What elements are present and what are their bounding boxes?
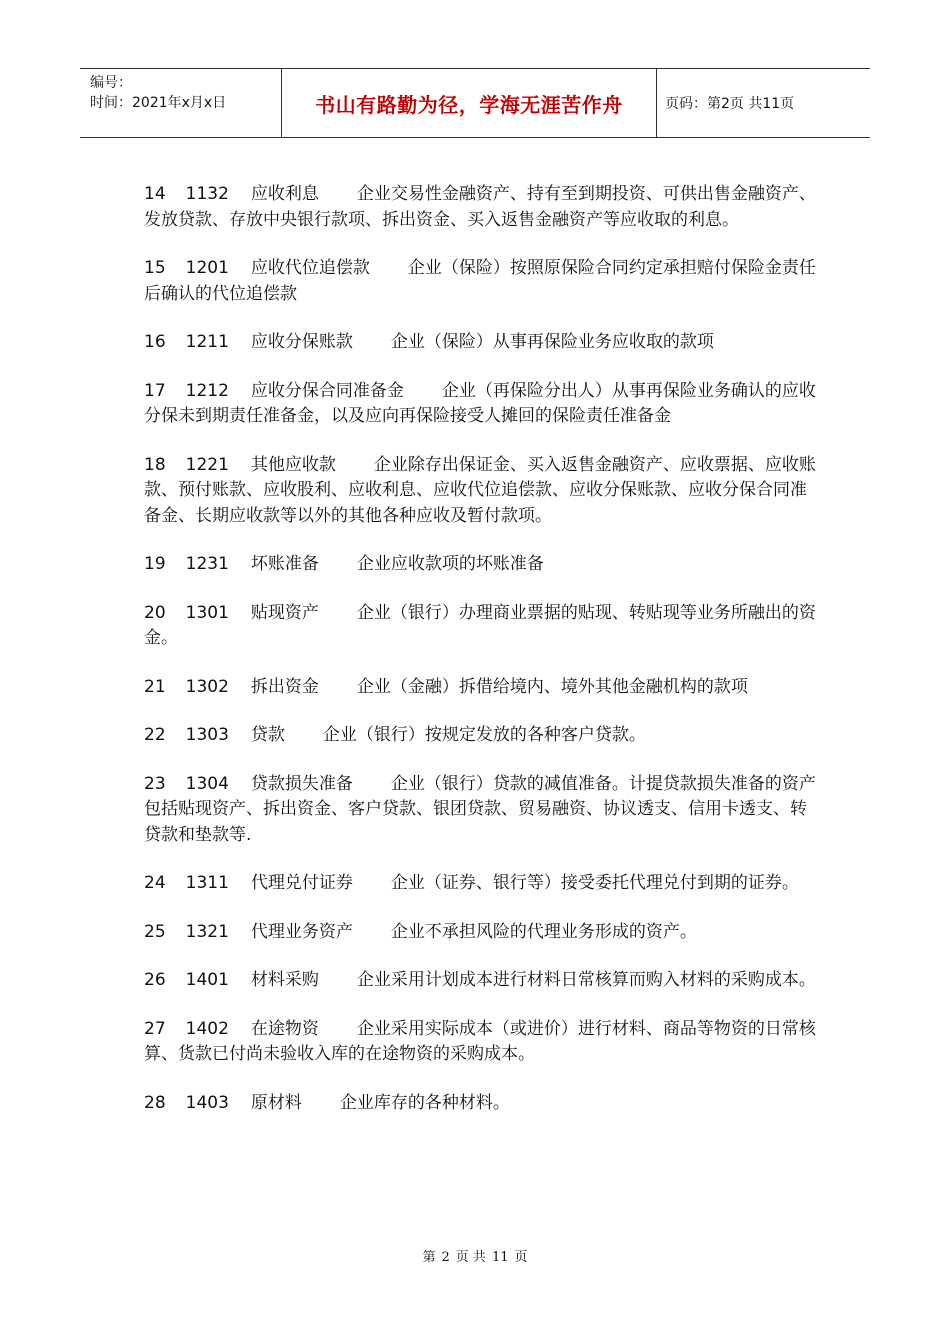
account-name: 代理兑付证券 — [250, 873, 353, 893]
account-name: 其他应收款 — [250, 454, 336, 475]
account-entry — [144, 379, 818, 430]
account-name: 应收分保合同准备金 — [250, 380, 404, 401]
account-entry — [144, 871, 818, 897]
account-description: 企业（保险）从事再保险业务应收取的款项 — [390, 332, 714, 352]
account-code: 1231 — [185, 554, 229, 574]
account-code: 1321 — [185, 921, 229, 942]
account-description: 企业除存出保证金、买入返售金融资产、应收票据、应收账款、预付账款、应收股利、应收利息、应收代位追偿款、应收分保账款、应收分保合同准备金、长期应收款等以外的其他各种应收及暂付款项。 — [144, 454, 816, 526]
account-name: 应收代位追偿款 — [250, 258, 370, 278]
account-entry — [144, 772, 818, 849]
entry-number: 19 — [144, 554, 166, 574]
header-motto-cell — [282, 69, 657, 137]
entry-number: 25 — [144, 921, 166, 942]
date-label: 时间：2021年x月x日 — [90, 95, 227, 111]
account-code: 1401 — [185, 970, 229, 990]
account-entry — [144, 453, 818, 530]
account-code: 1201 — [185, 258, 229, 278]
account-code: 1402 — [185, 1018, 229, 1039]
serial-label: 编号： — [90, 75, 132, 91]
account-code: 1221 — [185, 454, 229, 475]
entry-number: 28 — [144, 1092, 166, 1113]
account-description: 企业（保险）按照原保险合同约定承担赔付保险金责任后确认的代位追偿款 — [144, 258, 816, 304]
entry-number: 21 — [144, 676, 166, 697]
entry-number: 17 — [144, 380, 166, 401]
account-name: 拆出资金 — [250, 676, 319, 697]
entry-number: 22 — [144, 725, 166, 745]
account-code: 1301 — [185, 602, 229, 623]
footer-page-total: 11 — [491, 1250, 509, 1265]
page-footer — [0, 1246, 950, 1265]
account-entry — [144, 968, 818, 994]
account-name: 代理业务资产 — [250, 921, 353, 942]
account-description: 企业交易性金融资产、持有至到期投资、可供出售金融资产、发放贷款、存放中央银行款项、拆出资金、买入返售金融资产等应收取的利息。 — [144, 184, 816, 230]
account-entry — [144, 601, 818, 652]
account-description: 企业应收款项的坏账准备 — [356, 554, 544, 574]
footer-mid: 页 共 — [455, 1250, 486, 1265]
entry-number: 20 — [144, 602, 166, 623]
account-name: 在途物资 — [250, 1018, 319, 1039]
account-description: 企业（金融）拆借给境内、境外其他金融机构的款项 — [356, 676, 748, 697]
account-code: 1403 — [185, 1092, 229, 1113]
account-code: 1304 — [185, 773, 229, 794]
footer-suffix: 页 — [514, 1250, 528, 1265]
account-entry — [144, 256, 818, 307]
motto: 书山有路勤为径，学海无涯苦作舟 — [315, 92, 623, 117]
entry-number: 16 — [144, 332, 166, 352]
account-list — [144, 182, 818, 1139]
page-header — [80, 68, 870, 138]
account-name: 材料采购 — [250, 970, 319, 990]
account-code: 1311 — [185, 873, 229, 893]
account-entry — [144, 1091, 818, 1117]
footer-page-num: 2 — [441, 1250, 450, 1265]
entry-number: 24 — [144, 873, 166, 893]
account-code: 1303 — [185, 725, 229, 745]
account-description: 企业（银行）办理商业票据的贴现、转贴现等业务所融出的资金。 — [144, 602, 816, 648]
account-entry — [144, 675, 818, 701]
entry-number: 15 — [144, 258, 166, 278]
account-description: 企业采用计划成本进行材料日常核算而购入材料的采购成本。 — [356, 970, 816, 990]
account-entry — [144, 182, 818, 233]
account-description: 企业（银行）按规定发放的各种客户贷款。 — [322, 725, 646, 745]
account-description: 企业库存的各种材料。 — [339, 1092, 510, 1113]
account-entry — [144, 1017, 818, 1068]
account-code: 1302 — [185, 676, 229, 697]
account-code: 1211 — [185, 332, 229, 352]
account-description: 企业采用实际成本（或进价）进行材料、商品等物资的日常核算、货款已付尚未验收入库的在途物资的采购成本。 — [144, 1018, 816, 1064]
entry-number: 26 — [144, 970, 166, 990]
account-description: 企业（证券、银行等）接受委托代理兑付到期的证券。 — [390, 873, 799, 893]
header-page-label: 页码：第2页 共11页 — [665, 96, 795, 112]
account-description: 企业不承担风险的代理业务形成的资产。 — [390, 921, 697, 942]
entry-number: 27 — [144, 1018, 166, 1039]
account-name: 贴现资产 — [250, 602, 319, 623]
account-name: 贷款损失准备 — [250, 773, 353, 794]
account-entry — [144, 723, 818, 749]
account-name: 应收分保账款 — [250, 332, 353, 352]
account-name: 应收利息 — [250, 184, 319, 204]
account-description: 企业（银行）贷款的减值准备。计提贷款损失准备的资产包括贴现资产、拆出资金、客户贷款、银团贷款、贸易融资、协议透支、信用卡透支、转贷款和垫款等. — [144, 773, 816, 845]
account-name: 贷款 — [250, 725, 285, 745]
account-code: 1132 — [185, 184, 229, 204]
account-entry — [144, 920, 818, 946]
entry-number: 14 — [144, 184, 166, 204]
account-name: 坏账准备 — [250, 554, 319, 574]
account-name: 原材料 — [250, 1092, 302, 1113]
entry-number: 18 — [144, 454, 166, 475]
account-entry — [144, 330, 818, 356]
header-meta — [80, 69, 282, 137]
account-entry — [144, 552, 818, 578]
account-description: 企业（再保险分出人）从事再保险业务确认的应收分保未到期责任准备金，以及应向再保险接受人摊回的保险责任准备金 — [144, 380, 816, 426]
account-code: 1212 — [185, 380, 229, 401]
footer-prefix: 第 — [422, 1250, 436, 1265]
header-page-cell — [657, 69, 870, 137]
entry-number: 23 — [144, 773, 166, 794]
